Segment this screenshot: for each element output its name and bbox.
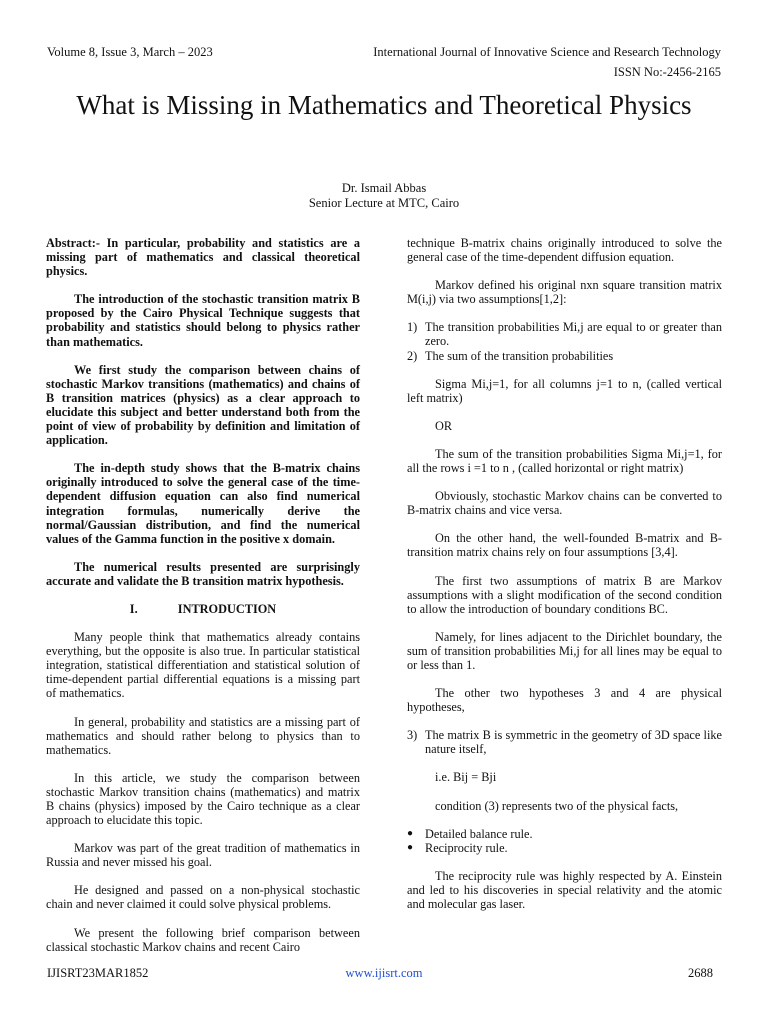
abstract-paragraph: Abstract:- In particular, probability and statistics are a missing part of mathematics and classical theoretical physics. [46,236,360,279]
body-paragraph: The reciprocity rule was highly respected by A. Einstein and led to his discoveries in special relativity and the atomic and molecular gas laser. [407,868,722,911]
or-line: OR [435,418,453,433]
section-heading [46,602,360,616]
author-affiliation: Senior Lecture at MTC, Cairo [308,196,460,210]
body-paragraph: Namely, for lines adjacent to the Dirichlet boundary, the sum of transition probabilities Mi,j for all lines may be equal to or less than 1. [407,629,722,672]
bullet-icon: ● [407,841,414,853]
list-item [407,349,722,363]
footer-paper-id: IJISRT23MAR1852 [47,966,149,980]
list-item [407,728,722,756]
body-paragraph: The other two hypotheses 3 and 4 are physical hypotheses, [407,686,722,715]
body-paragraph: In general, probability and statistics are a missing part of mathematics and should rather belong to physics than to mathematics. [46,714,360,757]
body-paragraph: condition (3) represents two of the physical facts, [435,798,679,813]
left-column [46,236,360,968]
list-text: The transition probabilities Mi,j are equal to or greater than zero. [425,320,722,349]
bullet-item [407,841,722,855]
header-journal: International Journal of Innovative Science and Research Technology [373,45,721,59]
section-title: INTRODUCTION [177,601,277,616]
body-paragraph: The first two assumptions of matrix B are Markov assumptions with a slight modification of the second condition to allow the introduction of boundary conditions BC. [407,573,722,616]
body-paragraph: Sigma Mi,j=1, for all columns j=1 to n, (called vertical left matrix) [407,376,722,405]
right-column [407,236,722,925]
body-paragraph: On the other hand, the well-founded B-matrix and B-transition matrix chains rely on four assumptions [3,4]. [407,531,722,560]
footer-url-link[interactable]: www.ijisrt.com [345,966,423,980]
body-paragraph: Many people think that mathematics already contains everything, but the opposite is also true. In particular statistical integration, statistical differentiation and statistical solution of time-dependent partial differential equations is a missing part of mathematics. [46,630,360,701]
abstract-paragraph: The in-depth study shows that the B-matrix chains originally introduced to solve the general case of the time-dependent diffusion equation can also find numerical integration formulas, numerically derive the normal/Gaussian distribution, and find the numerical values of the Gamma function in the positive x domain. [46,461,360,546]
body-paragraph: technique B-matrix chains originally introduced to solve the general case of the time-dependent diffusion equation. [407,236,722,265]
paper-title: What is Missing in Mathematics and Theoretical Physics [76,90,692,120]
list-marker: 3) [407,728,418,743]
abstract-paragraph: We first study the comparison between chains of stochastic Markov transitions (mathematics) and chains of B transition matrices (physics) as a clear approach to elucidate this subject and better understand both from the point of view of probability by definition and limitation of application. [46,362,360,448]
header-issn: ISSN No:-2456-2165 [613,65,721,79]
bullet-icon: ● [407,827,414,839]
list-marker: 1) [407,320,418,335]
section-number: I. [129,601,138,616]
abstract-paragraph: The introduction of the stochastic transition matrix B proposed by the Cairo Physical Technique suggests that probability and statistics should belong to physics rather than mathematics. [46,292,360,349]
body-paragraph: We present the following brief comparison between classical stochastic Markov chains and recent Cairo [46,925,360,954]
body-paragraph: The sum of the transition probabilities Sigma Mi,j=1, for all the rows i =1 to n , (called horizontal or right matrix) [407,446,722,476]
equation-line: i.e. Bij = Bji [435,770,497,785]
list-text: The matrix B is symmetric in the geometry of 3D space like nature itself, [425,728,722,757]
body-paragraph: Markov was part of the great tradition of mathematics in Russia and never missed his goal. [46,841,360,870]
body-paragraph: In this article, we study the comparison between stochastic Markov transition chains (mathematics) and matrix B chains (physics) imposed by the Cairo technique as a clear approach to elucidate this topic. [46,770,360,828]
footer-page-number: 2688 [688,966,713,980]
list-text: The sum of the transition probabilities [425,348,614,363]
list-item [407,320,722,348]
list-marker: 2) [407,348,418,363]
body-paragraph: Obviously, stochastic Markov chains can be converted to B-matrix chains and vice versa. [407,489,722,518]
header-volume: Volume 8, Issue 3, March – 2023 [47,45,213,59]
bullet-item [407,827,722,841]
body-paragraph: He designed and passed on a non-physical stochastic chain and never claimed it could solve physical problems. [46,883,360,912]
author-name: Dr. Ismail Abbas [341,181,427,195]
body-paragraph: Markov defined his original nxn square transition matrix M(i,j) via two assumptions[1,2]: [407,278,722,307]
abstract-paragraph: The numerical results presented are surprisingly accurate and validate the B transition matrix hypothesis. [46,559,360,588]
bullet-text: Reciprocity rule. [425,840,508,855]
bullet-text: Detailed balance rule. [425,826,533,841]
